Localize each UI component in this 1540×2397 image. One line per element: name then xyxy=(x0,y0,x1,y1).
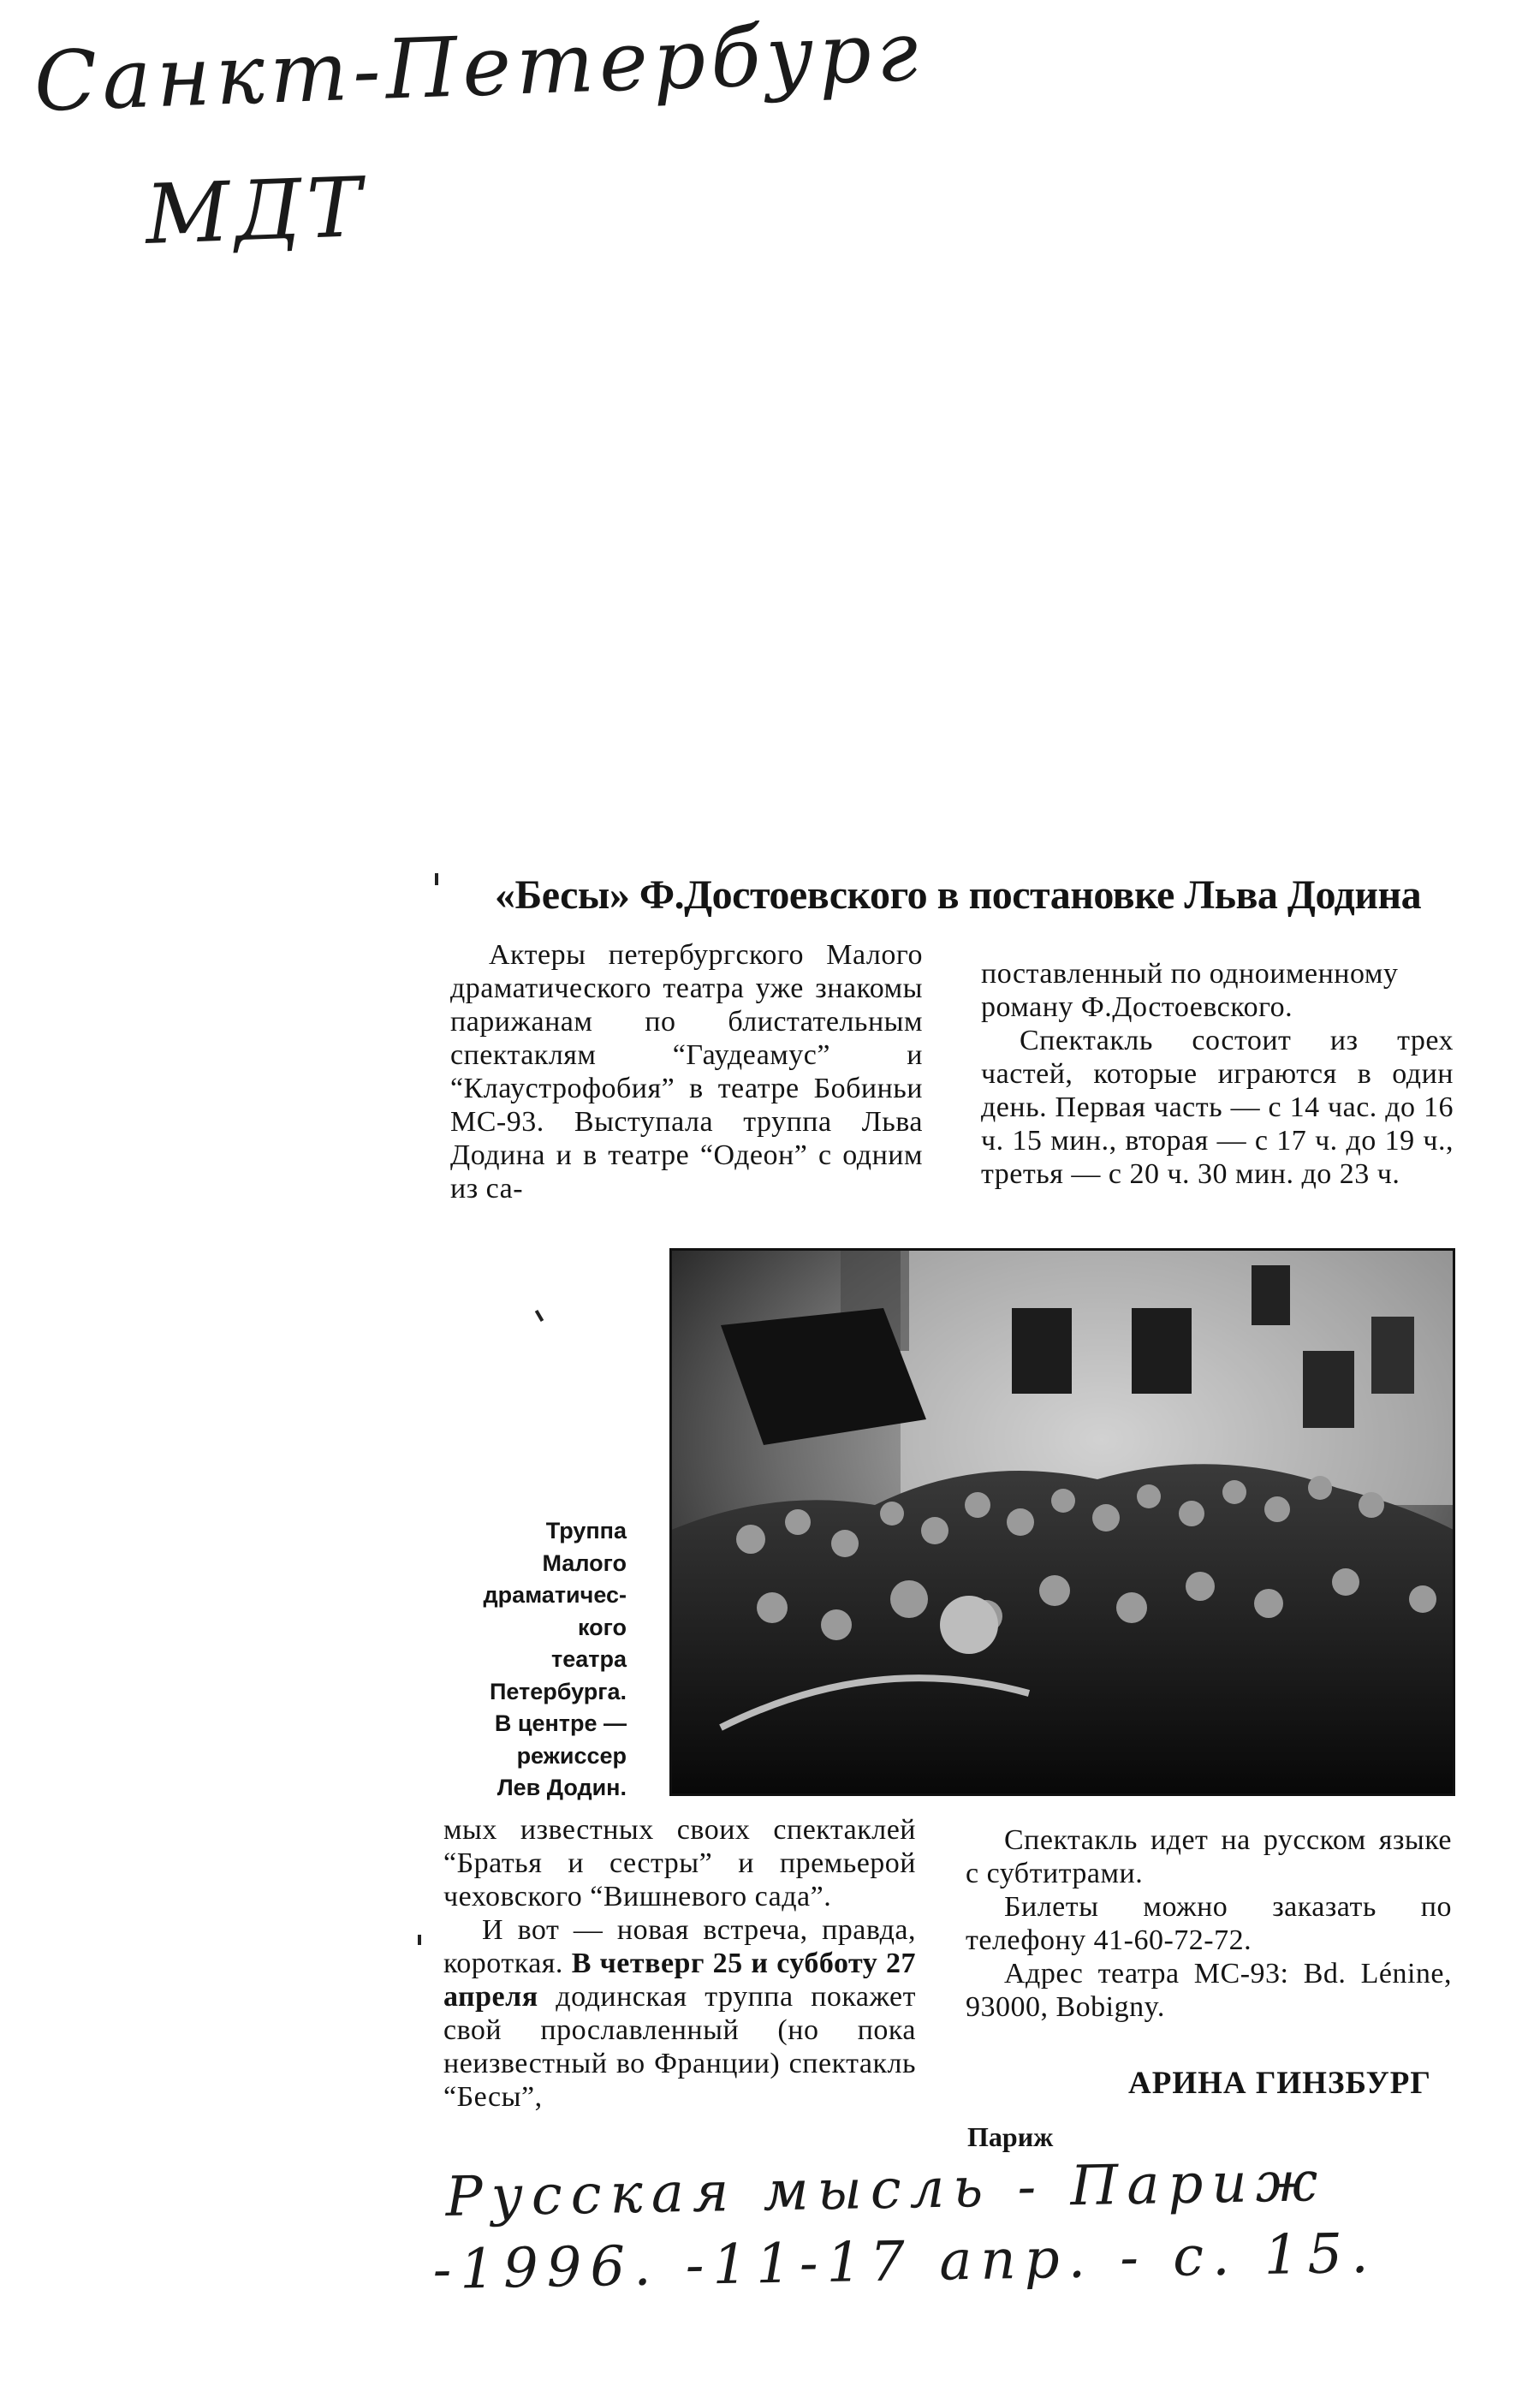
paragraph: Актеры петербургского Малого драматического театра уже знакомы парижанам по блистательным спектаклям “Гаудеамус” и “Клаустрофобия” в театре Бобиньи МС-93. Выступала труппа Льва Додина и в театре “Одеон” с одним из са- xyxy=(450,939,923,1204)
article-headline: «Бесы» Ф.Достоевского в постановке Льва Додина xyxy=(495,872,1422,918)
troupe-photo xyxy=(669,1248,1455,1796)
photo-caption xyxy=(428,1515,627,1805)
caption-line: режиссер xyxy=(516,1742,627,1769)
paragraph: мых известных своих спектаклей “Братья и сестры” и премьерой чеховского “Вишневого сада”. xyxy=(443,1814,916,1912)
dates-emphasis: В четверг 25 и субботу 27 апреля xyxy=(443,1948,916,2013)
text-run: И вот — новая встреча, правда, короткая. xyxy=(443,1914,916,1979)
author-signature: АРИНА ГИНЗБУРГ xyxy=(1128,2066,1431,2101)
paragraph xyxy=(443,1913,916,2114)
caption-line: Малого xyxy=(542,1549,627,1576)
handwritten-date-note: -1996. -11-17 апр. - с. 15. xyxy=(432,2222,1378,2302)
caption-line: Петербурга. xyxy=(489,1678,627,1704)
caption-line: кого xyxy=(577,1614,627,1640)
caption-line: Лев Додин. xyxy=(496,1775,627,1800)
scan-speck xyxy=(435,873,438,885)
caption-line: театра xyxy=(551,1646,627,1672)
caption-line: Труппа xyxy=(545,1518,627,1543)
column-top-left xyxy=(450,938,923,1205)
scan-speck xyxy=(418,1935,421,1945)
paragraph: Спектакль идет на русском языке с субтитрами. xyxy=(966,1824,1452,1889)
handwritten-source-note: Русская мысль - Париж xyxy=(445,2150,1327,2229)
paragraph: Спектакль состоит из трех частей, которые играются в один день. Первая часть — с 14 час. до 16 ч. 15 мин., вторая — с 17 ч. до 19 ч., третья — с 20 ч. 30 мин. до 23 ч. xyxy=(981,1025,1454,1190)
column-bottom-right xyxy=(966,1823,1452,2024)
paragraph: поставленный по одноименному роману Ф.Достоевского. xyxy=(981,958,1399,1023)
column-bottom-left xyxy=(443,1813,916,2114)
handwritten-theatre-note: МДТ xyxy=(144,158,369,263)
caption-line: драматичес- xyxy=(483,1582,627,1608)
column-top-right xyxy=(981,957,1454,1191)
dateline-place: Париж xyxy=(967,2121,1054,2152)
caption-line: В центре — xyxy=(494,1710,627,1736)
paragraph: Адрес театра МС-93: Bd. Lénine, 93000, Bobigny. xyxy=(966,1958,1452,2023)
text-run: додинская труппа покажет свой прославленный (но пока неизвестный во Франции) спектакль “Бесы”, xyxy=(443,1981,916,2113)
scan-speck xyxy=(535,1310,544,1322)
paragraph: Билеты можно заказать по телефону 41-60-72-72. xyxy=(966,1891,1452,1956)
handwritten-city-note: Санкт-Петербург xyxy=(33,3,925,130)
